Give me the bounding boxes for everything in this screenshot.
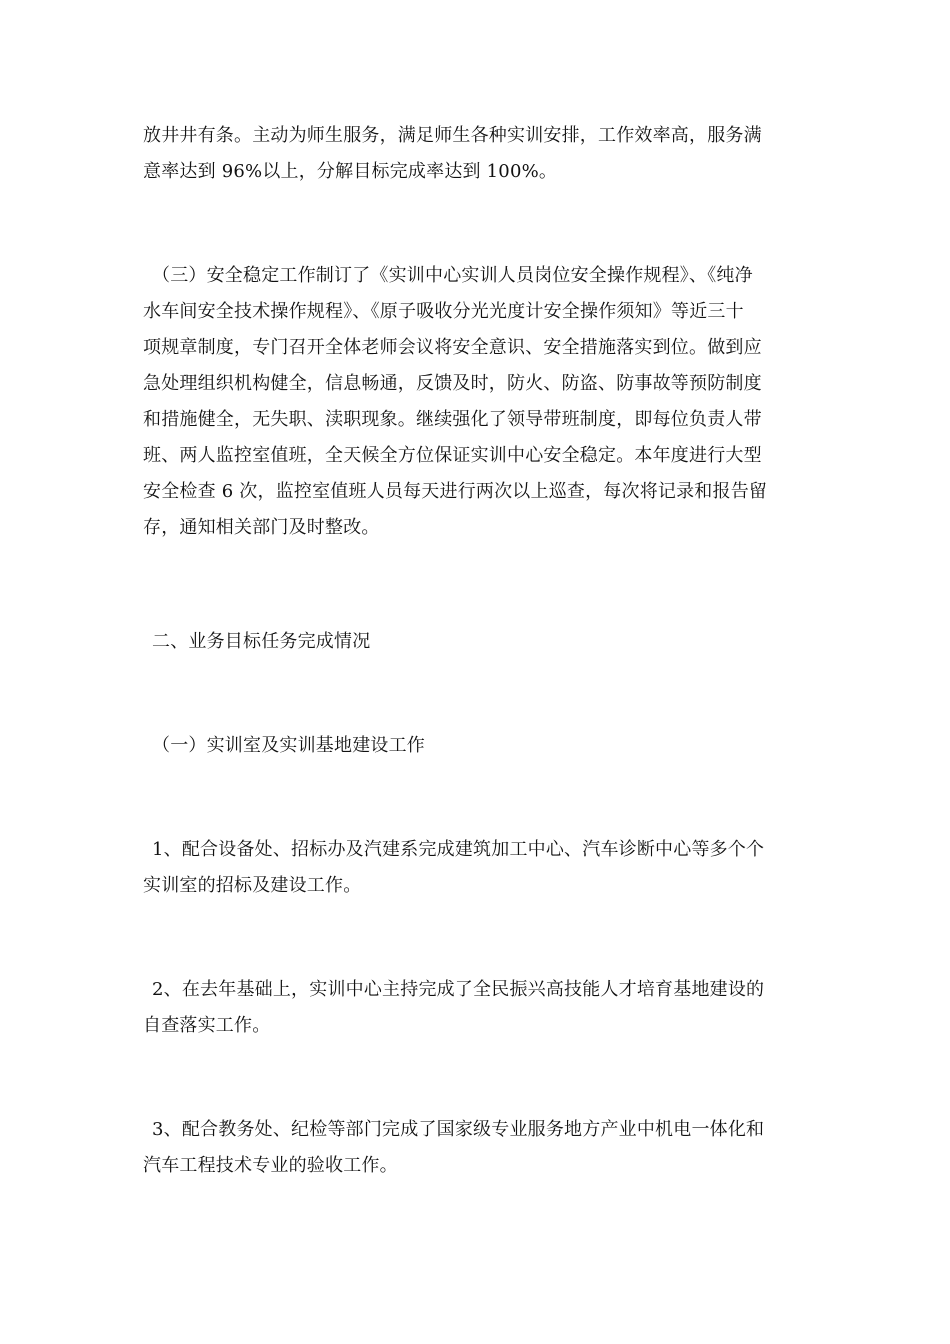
text-line: （三）安全稳定工作制订了《实训中心实训人员岗位安全操作规程》、《纯净 <box>152 265 753 286</box>
text-line: 自查落实工作。 <box>143 1015 271 1036</box>
paragraph-safety-stability <box>143 258 808 546</box>
list-item-3 <box>143 1112 808 1184</box>
text-line: 项规章制度，专门召开全体老师会议将安全意识、安全措施落实到位。做到应 <box>143 337 762 358</box>
text-line: 汽车工程技术专业的验收工作。 <box>143 1155 398 1176</box>
text-line: （一）实训室及实训基地建设工作 <box>152 735 425 756</box>
text-line: 班、两人监控室值班，全天候全方位保证实训中心安全稳定。本年度进行大型 <box>143 445 762 466</box>
text-line: 存，通知相关部门及时整改。 <box>143 517 380 538</box>
text-line: 2、在去年基础上，实训中心主持完成了全民振兴高技能人才培育基地建设的 <box>152 979 765 1000</box>
text-line: 放井井有条。主动为师生服务，满足师生各种实训安排，工作效率高，服务满 <box>143 125 762 146</box>
text-line: 和措施健全，无失职、渎职现象。继续强化了领导带班制度，即每位负责人带 <box>143 409 762 430</box>
section-heading-business-goals <box>143 624 808 660</box>
list-item-1 <box>143 832 808 904</box>
subsection-heading-training-base <box>143 728 808 764</box>
paragraph-service-efficiency <box>143 118 808 190</box>
text-line: 意率达到 96%以上，分解目标完成率达到 100%。 <box>143 161 558 182</box>
text-line: 急处理组织机构健全，信息畅通，反馈及时，防火、防盗、防事故等预防制度 <box>143 373 762 394</box>
text-line: 3、配合教务处、纪检等部门完成了国家级专业服务地方产业中机电一体化和 <box>152 1119 765 1140</box>
text-line: 水车间安全技术操作规程》、《原子吸收分光光度计安全操作须知》等近三十 <box>143 301 744 322</box>
text-line: 二、业务目标任务完成情况 <box>152 631 371 652</box>
list-item-2 <box>143 972 808 1044</box>
text-line: 实训室的招标及建设工作。 <box>143 875 362 896</box>
text-line: 安全检查 6 次，监控室值班人员每天进行两次以上巡查，每次将记录和报告留 <box>143 481 768 502</box>
text-line: 1、配合设备处、招标办及汽建系完成建筑加工中心、汽车诊断中心等多个个 <box>152 839 765 860</box>
